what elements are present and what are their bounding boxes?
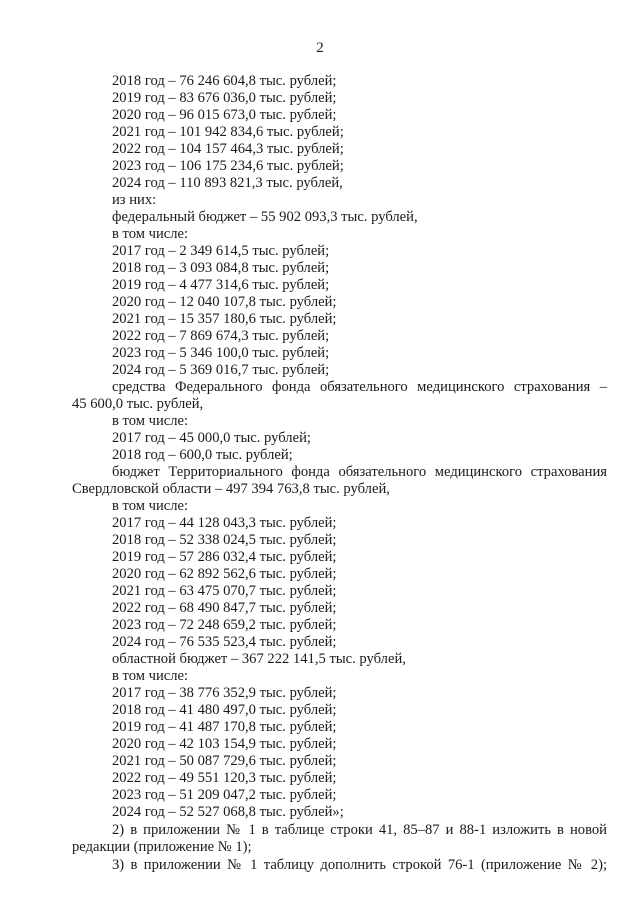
list-item: 2022 год – 68 490 847,7 тыс. рублей; [112, 600, 337, 616]
list-item: 2021 год – 50 087 729,6 тыс. рублей; [112, 753, 337, 769]
paragraph: бюджет Территориального фонда обязательного медицинского страхования [112, 464, 607, 480]
page-number: 2 [316, 40, 324, 56]
list-item: 2024 год – 76 535 523,4 тыс. рублей; [112, 634, 337, 650]
paragraph: средства Федерального фонда обязательного медицинского страхования – [112, 379, 607, 395]
list-item: 2018 год – 52 338 024,5 тыс. рублей; [112, 532, 337, 548]
list-item: 2017 год – 44 128 043,3 тыс. рублей; [112, 515, 337, 531]
paragraph: в том числе: [112, 413, 189, 429]
list-item: 2018 год – 76 246 604,8 тыс. рублей; [112, 73, 337, 89]
list-item: 2022 год – 104 157 464,3 тыс. рублей; [112, 141, 344, 157]
list-item: 2020 год – 12 040 107,8 тыс. рублей; [112, 294, 337, 310]
paragraph: 3) в приложении № 1 таблицу дополнить строкой 76-1 (приложение № 2); [112, 857, 607, 873]
list-item: 2017 год – 2 349 614,5 тыс. рублей; [112, 243, 330, 259]
paragraph: из них: [112, 192, 157, 208]
list-item: 2021 год – 101 942 834,6 тыс. рублей; [112, 124, 344, 140]
list-item: 2021 год – 15 357 180,6 тыс. рублей; [112, 311, 337, 327]
list-item: 2023 год – 5 346 100,0 тыс. рублей; [112, 345, 330, 361]
list-item: 2019 год – 41 487 170,8 тыс. рублей; [112, 719, 337, 735]
paragraph: 45 600,0 тыс. рублей, [72, 396, 204, 412]
list-item: 2023 год – 72 248 659,2 тыс. рублей; [112, 617, 337, 633]
list-item: 2022 год – 49 551 120,3 тыс. рублей; [112, 770, 337, 786]
paragraph: в том числе: [112, 668, 189, 684]
list-item: 2019 год – 57 286 032,4 тыс. рублей; [112, 549, 337, 565]
paragraph: 2) в приложении № 1 в таблице строки 41, 85–87 и 88-1 изложить в новой [112, 822, 607, 838]
paragraph: в том числе: [112, 226, 189, 242]
paragraph: Свердловской области – 497 394 763,8 тыс. рублей, [72, 481, 390, 497]
paragraph: областной бюджет – 367 222 141,5 тыс. рублей, [112, 651, 406, 667]
paragraph: в том числе: [112, 498, 189, 514]
list-item: 2021 год – 63 475 070,7 тыс. рублей; [112, 583, 337, 599]
list-item: 2018 год – 600,0 тыс. рублей; [112, 447, 293, 463]
list-item: 2023 год – 51 209 047,2 тыс. рублей; [112, 787, 337, 803]
list-item: 2020 год – 62 892 562,6 тыс. рублей; [112, 566, 337, 582]
paragraph: редакции (приложение № 1); [72, 839, 252, 855]
paragraph: федеральный бюджет – 55 902 093,3 тыс. рублей, [112, 209, 418, 225]
list-item: 2023 год – 106 175 234,6 тыс. рублей; [112, 158, 344, 174]
list-item: 2019 год – 4 477 314,6 тыс. рублей; [112, 277, 330, 293]
list-item: 2024 год – 5 369 016,7 тыс. рублей; [112, 362, 330, 378]
list-item: 2020 год – 42 103 154,9 тыс. рублей; [112, 736, 337, 752]
list-item: 2019 год – 83 676 036,0 тыс. рублей; [112, 90, 337, 106]
list-item: 2017 год – 45 000,0 тыс. рублей; [112, 430, 311, 446]
list-item: 2018 год – 3 093 084,8 тыс. рублей; [112, 260, 330, 276]
list-item: 2017 год – 38 776 352,9 тыс. рублей; [112, 685, 337, 701]
list-item: 2022 год – 7 869 674,3 тыс. рублей; [112, 328, 330, 344]
list-item: 2024 год – 110 893 821,3 тыс. рублей, [112, 175, 343, 191]
list-item: 2020 год – 96 015 673,0 тыс. рублей; [112, 107, 337, 123]
list-item: 2024 год – 52 527 068,8 тыс. рублей»; [112, 804, 344, 820]
list-item: 2018 год – 41 480 497,0 тыс. рублей; [112, 702, 337, 718]
